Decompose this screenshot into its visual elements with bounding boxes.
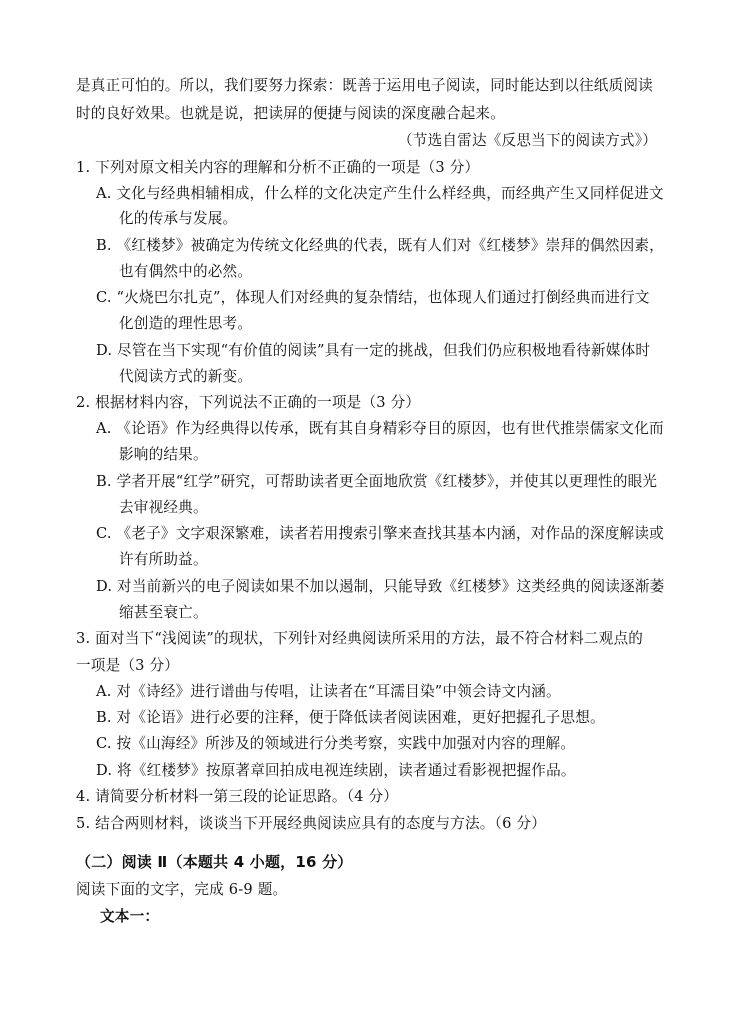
question-2-option-b: B. 学者开展“红学”研究，可帮助读者更全面地欣赏《红楼梦》，并使其以更理性的眼光 bbox=[96, 473, 658, 490]
text-one-heading: 文本一： bbox=[100, 908, 160, 925]
question-3-option-d: D. 将《红楼梦》按原著章回拍成电视连续剧，读者通过看影视把握作品。 bbox=[96, 762, 576, 779]
question-1-option-a-cont: 化的传承与发展。 bbox=[119, 210, 238, 227]
intro-line-2: 时的良好效果。也就是说，把读屏的便捷与阅读的深度融合起来。 bbox=[76, 105, 506, 122]
question-1-option-b: B. 《红楼梦》被确定为传统文化经典的代表，既有人们对《红楼梦》崇拜的偶然因素， bbox=[96, 237, 664, 254]
question-1-option-d-cont: 代阅读方式的新变。 bbox=[119, 368, 253, 385]
question-3-stem: 3. 面对当下“浅阅读”的现状，下列针对经典阅读所采用的方法，最不符合材料二观点的 bbox=[76, 630, 644, 647]
question-1-option-d: D. 尽管在当下实现“有价值的阅读”具有一定的挑战，但我们仍应积极地看待新媒体时 bbox=[96, 342, 651, 359]
question-3-option-b: B. 对《论语》进行必要的注释，便于降低读者阅读困难，更好把握孔子思想。 bbox=[96, 709, 605, 726]
question-2-option-b-cont: 去审视经典。 bbox=[119, 499, 208, 516]
intro-line-1: 是真正可怕的。所以，我们要努力探索：既善于运用电子阅读，同时能达到以往纸质阅读 bbox=[76, 77, 653, 94]
question-2-option-a-cont: 影响的结果。 bbox=[119, 446, 208, 463]
question-3-option-c: C. 按《山海经》所涉及的领域进行分类考察，实践中加强对内容的理解。 bbox=[96, 735, 576, 752]
question-3-option-a: A. 对《诗经》进行谱曲与传唱，让读者在“耳濡目染”中领会诗文内涵。 bbox=[96, 683, 561, 700]
question-1-option-c-cont: 化创造的理性思考。 bbox=[119, 315, 253, 332]
question-2-option-d-cont: 缩甚至衰亡。 bbox=[119, 604, 208, 621]
question-1-option-c: C. “火烧巴尔扎克”，体现人们对经典的复杂情结，也体现人们通过打倒经典而进行文 bbox=[96, 289, 650, 306]
question-5-stem: 5. 结合两则材料，谈谈当下开展经典阅读应具有的态度与方法。（6 分） bbox=[76, 815, 547, 832]
question-2-option-a: A. 《论语》作为经典得以传承，既有其自身精彩夺目的原因，也有世代推崇儒家文化而 bbox=[96, 420, 664, 437]
source-citation: （节选自雷达《反思当下的阅读方式》） bbox=[398, 132, 657, 149]
question-2-stem: 2. 根据材料内容，下列说法不正确的一项是（3 分） bbox=[76, 394, 421, 411]
question-4-stem: 4. 请简要分析材料一第三段的论证思路。（4 分） bbox=[76, 788, 399, 805]
question-2-option-c-cont: 许有所助益。 bbox=[119, 551, 208, 568]
question-1-option-a: A. 文化与经典相辅相成，什么样的文化决定产生什么样经典，而经典产生又同样促进文 bbox=[96, 185, 664, 202]
question-2-option-c: C. 《老子》文字艰深繁难，读者若用搜索引擎来查找其基本内涵，对作品的深度解读或 bbox=[96, 525, 664, 542]
section-2-instruction: 阅读下面的文字，完成 6-9 题。 bbox=[76, 881, 288, 898]
question-1-stem: 1. 下列对原文相关内容的理解和分析不正确的一项是（3 分） bbox=[76, 159, 480, 176]
question-2-option-d: D. 对当前新兴的电子阅读如果不加以遏制，只能导致《红楼梦》这类经典的阅读逐渐萎 bbox=[96, 578, 665, 595]
question-3-stem-cont: 一项是（3 分） bbox=[76, 657, 180, 674]
section-2-title: （二）阅读 Ⅱ（本题共 4 小题，16 分） bbox=[76, 853, 353, 871]
question-1-option-b-cont: 也有偶然中的必然。 bbox=[119, 263, 253, 280]
